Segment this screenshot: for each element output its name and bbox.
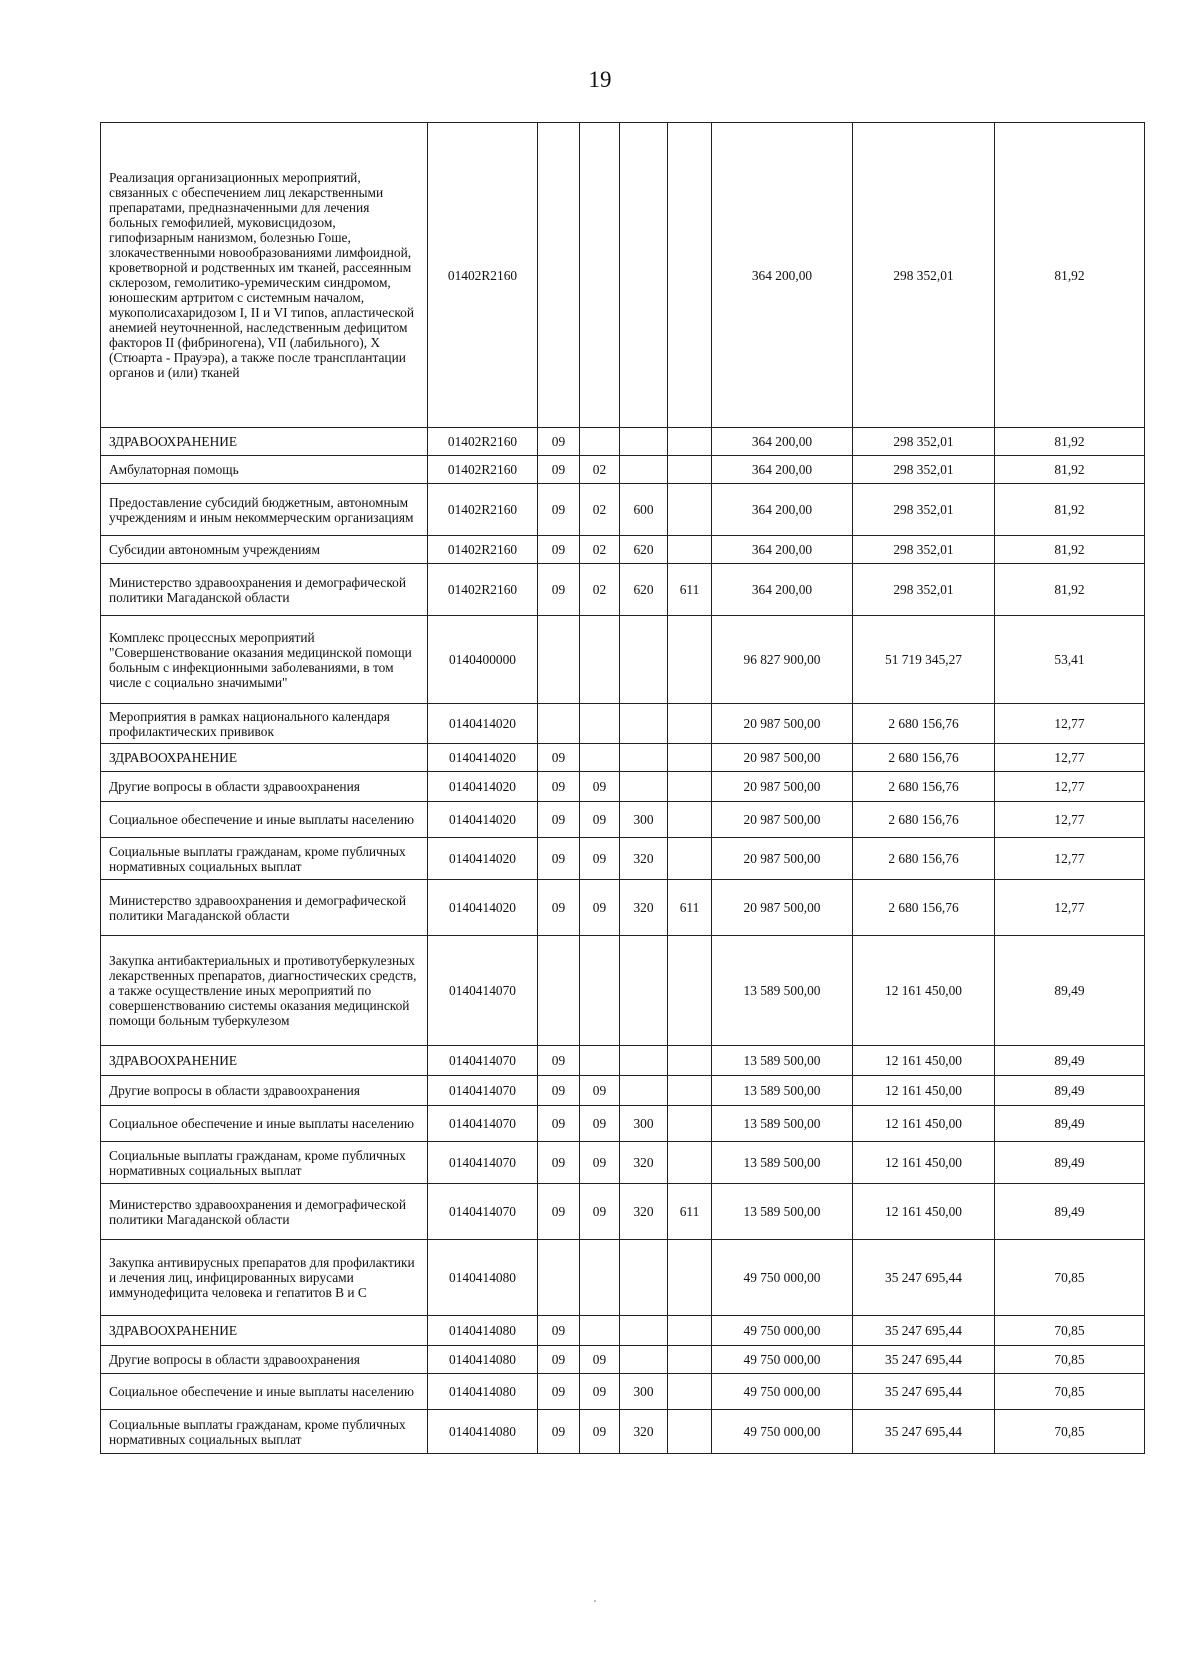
section-cell: 09 bbox=[538, 1410, 580, 1454]
row-name-cell: Министерство здравоохранения и демографической политики Магаданской области bbox=[101, 880, 428, 936]
subsection-cell: 09 bbox=[580, 772, 620, 802]
expense-type-cell bbox=[620, 744, 668, 772]
target-code-cell: 0140414020 bbox=[428, 802, 538, 838]
row-name-cell: ЗДРАВООХРАНЕНИЕ bbox=[101, 1316, 428, 1346]
executed-amount-cell: 12 161 450,00 bbox=[853, 1142, 995, 1184]
subsection-cell: 02 bbox=[580, 536, 620, 564]
administrator-cell bbox=[668, 772, 712, 802]
planned-amount-cell: 49 750 000,00 bbox=[712, 1240, 853, 1316]
table-row bbox=[101, 1046, 1145, 1076]
planned-amount-cell: 20 987 500,00 bbox=[712, 704, 853, 744]
subsection-cell bbox=[580, 704, 620, 744]
administrator-cell bbox=[668, 1346, 712, 1374]
expense-type-cell: 300 bbox=[620, 802, 668, 838]
executed-amount-cell: 2 680 156,76 bbox=[853, 880, 995, 936]
planned-amount-cell: 13 589 500,00 bbox=[712, 1142, 853, 1184]
section-cell: 09 bbox=[538, 1316, 580, 1346]
administrator-cell bbox=[668, 1240, 712, 1316]
planned-amount-cell: 364 200,00 bbox=[712, 536, 853, 564]
subsection-cell bbox=[580, 1240, 620, 1316]
table-row bbox=[101, 616, 1145, 704]
expense-type-cell: 320 bbox=[620, 880, 668, 936]
table-row bbox=[101, 704, 1145, 744]
table-row bbox=[101, 1184, 1145, 1240]
execution-percent-cell: 70,85 bbox=[995, 1410, 1145, 1454]
planned-amount-cell: 364 200,00 bbox=[712, 564, 853, 616]
section-cell bbox=[538, 1240, 580, 1316]
target-code-cell: 0140414080 bbox=[428, 1410, 538, 1454]
administrator-cell bbox=[668, 484, 712, 536]
planned-amount-cell: 364 200,00 bbox=[712, 484, 853, 536]
target-code-cell: 0140414020 bbox=[428, 744, 538, 772]
row-name-cell: ЗДРАВООХРАНЕНИЕ bbox=[101, 744, 428, 772]
planned-amount-cell: 13 589 500,00 bbox=[712, 936, 853, 1046]
target-code-cell: 0140414020 bbox=[428, 880, 538, 936]
row-name-cell: Другие вопросы в области здравоохранения bbox=[101, 1346, 428, 1374]
target-code-cell: 0140414070 bbox=[428, 1142, 538, 1184]
subsection-cell bbox=[580, 123, 620, 428]
target-code-cell: 01402R2160 bbox=[428, 456, 538, 484]
expense-type-cell bbox=[620, 1076, 668, 1106]
row-name-cell: Закупка антивирусных препаратов для профилактики и лечения лиц, инфицированных вирусами иммунодефицита человека и гепатитов В и С bbox=[101, 1240, 428, 1316]
execution-percent-cell: 81,92 bbox=[995, 484, 1145, 536]
execution-percent-cell: 89,49 bbox=[995, 1076, 1145, 1106]
executed-amount-cell: 12 161 450,00 bbox=[853, 1046, 995, 1076]
row-name-cell: Реализация организационных мероприятий, связанных с обеспечением лиц лекарственными препаратами, предназначенными для лечения больных гемофилией, муковисцидозом, гипофизарным нанизмом, болезнью Гоше, злокачественными новообразованиями лимфоидной, кроветворной и родственных им тканей, рассеянным склерозом, гемолитико-уремическим синдромом, юношеским артритом с системным началом, мукополисахаридозом I, II и VI типов, апластической анемией неуточненной, наследственным дефицитом факторов II (фибриногена), VII (лабильного), X (Стюарта - Прауэра), а также после трансплантации органов и (или) тканей bbox=[101, 123, 428, 428]
subsection-cell bbox=[580, 616, 620, 704]
executed-amount-cell: 12 161 450,00 bbox=[853, 1106, 995, 1142]
section-cell: 09 bbox=[538, 484, 580, 536]
section-cell: 09 bbox=[538, 536, 580, 564]
administrator-cell bbox=[668, 1076, 712, 1106]
administrator-cell bbox=[668, 1106, 712, 1142]
planned-amount-cell: 364 200,00 bbox=[712, 428, 853, 456]
target-code-cell: 01402R2160 bbox=[428, 123, 538, 428]
planned-amount-cell: 49 750 000,00 bbox=[712, 1346, 853, 1374]
subsection-cell: 02 bbox=[580, 564, 620, 616]
row-name-cell: ЗДРАВООХРАНЕНИЕ bbox=[101, 428, 428, 456]
subsection-cell bbox=[580, 428, 620, 456]
executed-amount-cell: 35 247 695,44 bbox=[853, 1346, 995, 1374]
execution-percent-cell: 70,85 bbox=[995, 1240, 1145, 1316]
executed-amount-cell: 298 352,01 bbox=[853, 536, 995, 564]
planned-amount-cell: 20 987 500,00 bbox=[712, 880, 853, 936]
table-row bbox=[101, 1240, 1145, 1316]
expense-type-cell: 320 bbox=[620, 1184, 668, 1240]
planned-amount-cell: 20 987 500,00 bbox=[712, 838, 853, 880]
section-cell: 09 bbox=[538, 744, 580, 772]
executed-amount-cell: 298 352,01 bbox=[853, 456, 995, 484]
row-name-cell: Закупка антибактериальных и противотуберкулезных лекарственных препаратов, диагностических средств, а также осуществление иных мероприятий по совершенствованию системы оказания медицинской помощи больным туберкулезом bbox=[101, 936, 428, 1046]
execution-percent-cell: 12,77 bbox=[995, 772, 1145, 802]
execution-percent-cell: 89,49 bbox=[995, 1142, 1145, 1184]
table-row bbox=[101, 802, 1145, 838]
expense-type-cell: 320 bbox=[620, 1410, 668, 1454]
administrator-cell: 611 bbox=[668, 880, 712, 936]
target-code-cell: 01402R2160 bbox=[428, 484, 538, 536]
executed-amount-cell: 35 247 695,44 bbox=[853, 1316, 995, 1346]
target-code-cell: 0140414020 bbox=[428, 704, 538, 744]
table-row bbox=[101, 456, 1145, 484]
planned-amount-cell: 20 987 500,00 bbox=[712, 744, 853, 772]
subsection-cell: 09 bbox=[580, 802, 620, 838]
execution-percent-cell: 89,49 bbox=[995, 936, 1145, 1046]
administrator-cell bbox=[668, 456, 712, 484]
row-name-cell: Комплекс процессных мероприятий "Совершенствование оказания медицинской помощи больным с инфекционными заболеваниями, в том числе с социально значимыми" bbox=[101, 616, 428, 704]
administrator-cell bbox=[668, 1142, 712, 1184]
expense-type-cell bbox=[620, 428, 668, 456]
expense-type-cell bbox=[620, 1346, 668, 1374]
section-cell: 09 bbox=[538, 1106, 580, 1142]
executed-amount-cell: 2 680 156,76 bbox=[853, 772, 995, 802]
subsection-cell: 09 bbox=[580, 1076, 620, 1106]
execution-percent-cell: 89,49 bbox=[995, 1046, 1145, 1076]
row-name-cell: Другие вопросы в области здравоохранения bbox=[101, 772, 428, 802]
subsection-cell: 09 bbox=[580, 838, 620, 880]
target-code-cell: 0140414080 bbox=[428, 1374, 538, 1410]
subsection-cell: 09 bbox=[580, 880, 620, 936]
executed-amount-cell: 35 247 695,44 bbox=[853, 1410, 995, 1454]
execution-percent-cell: 12,77 bbox=[995, 802, 1145, 838]
expense-type-cell: 620 bbox=[620, 536, 668, 564]
table-row bbox=[101, 1346, 1145, 1374]
target-code-cell: 0140414070 bbox=[428, 1046, 538, 1076]
target-code-cell: 01402R2160 bbox=[428, 564, 538, 616]
execution-percent-cell: 70,85 bbox=[995, 1346, 1145, 1374]
execution-percent-cell: 89,49 bbox=[995, 1106, 1145, 1142]
section-cell: 09 bbox=[538, 802, 580, 838]
executed-amount-cell: 298 352,01 bbox=[853, 123, 995, 428]
target-code-cell: 0140414080 bbox=[428, 1240, 538, 1316]
subsection-cell bbox=[580, 936, 620, 1046]
table-row bbox=[101, 936, 1145, 1046]
expense-type-cell bbox=[620, 456, 668, 484]
row-name-cell: Социальные выплаты гражданам, кроме публичных нормативных социальных выплат bbox=[101, 1142, 428, 1184]
subsection-cell bbox=[580, 744, 620, 772]
execution-percent-cell: 81,92 bbox=[995, 123, 1145, 428]
table-row bbox=[101, 1142, 1145, 1184]
expense-type-cell bbox=[620, 1240, 668, 1316]
administrator-cell bbox=[668, 838, 712, 880]
table-row bbox=[101, 123, 1145, 428]
executed-amount-cell: 35 247 695,44 bbox=[853, 1240, 995, 1316]
executed-amount-cell: 12 161 450,00 bbox=[853, 1184, 995, 1240]
table-row bbox=[101, 1410, 1145, 1454]
section-cell: 09 bbox=[538, 428, 580, 456]
executed-amount-cell: 2 680 156,76 bbox=[853, 704, 995, 744]
subsection-cell: 09 bbox=[580, 1184, 620, 1240]
execution-percent-cell: 12,77 bbox=[995, 838, 1145, 880]
execution-percent-cell: 81,92 bbox=[995, 456, 1145, 484]
execution-percent-cell: 81,92 bbox=[995, 564, 1145, 616]
planned-amount-cell: 49 750 000,00 bbox=[712, 1410, 853, 1454]
section-cell: 09 bbox=[538, 880, 580, 936]
target-code-cell: 0140400000 bbox=[428, 616, 538, 704]
row-name-cell: Мероприятия в рамках национального календаря профилактических прививок bbox=[101, 704, 428, 744]
executed-amount-cell: 51 719 345,27 bbox=[853, 616, 995, 704]
table-row bbox=[101, 1106, 1145, 1142]
expense-type-cell bbox=[620, 123, 668, 428]
execution-percent-cell: 53,41 bbox=[995, 616, 1145, 704]
expense-type-cell bbox=[620, 704, 668, 744]
row-name-cell: Социальное обеспечение и иные выплаты населению bbox=[101, 802, 428, 838]
execution-percent-cell: 81,92 bbox=[995, 536, 1145, 564]
executed-amount-cell: 2 680 156,76 bbox=[853, 744, 995, 772]
subsection-cell: 09 bbox=[580, 1410, 620, 1454]
planned-amount-cell: 364 200,00 bbox=[712, 123, 853, 428]
planned-amount-cell: 96 827 900,00 bbox=[712, 616, 853, 704]
section-cell bbox=[538, 123, 580, 428]
target-code-cell: 01402R2160 bbox=[428, 536, 538, 564]
subsection-cell: 09 bbox=[580, 1374, 620, 1410]
target-code-cell: 0140414070 bbox=[428, 936, 538, 1046]
table-row bbox=[101, 1374, 1145, 1410]
target-code-cell: 01402R2160 bbox=[428, 428, 538, 456]
expense-type-cell bbox=[620, 616, 668, 704]
administrator-cell bbox=[668, 744, 712, 772]
row-name-cell: Социальные выплаты гражданам, кроме публичных нормативных социальных выплат bbox=[101, 1410, 428, 1454]
executed-amount-cell: 12 161 450,00 bbox=[853, 1076, 995, 1106]
administrator-cell: 611 bbox=[668, 1184, 712, 1240]
administrator-cell bbox=[668, 536, 712, 564]
section-cell bbox=[538, 704, 580, 744]
target-code-cell: 0140414020 bbox=[428, 838, 538, 880]
administrator-cell bbox=[668, 802, 712, 838]
administrator-cell bbox=[668, 123, 712, 428]
section-cell: 09 bbox=[538, 1374, 580, 1410]
execution-percent-cell: 12,77 bbox=[995, 704, 1145, 744]
row-name-cell: Министерство здравоохранения и демографической политики Магаданской области bbox=[101, 1184, 428, 1240]
section-cell: 09 bbox=[538, 456, 580, 484]
section-cell bbox=[538, 936, 580, 1046]
executed-amount-cell: 2 680 156,76 bbox=[853, 838, 995, 880]
execution-percent-cell: 81,92 bbox=[995, 428, 1145, 456]
section-cell: 09 bbox=[538, 772, 580, 802]
administrator-cell bbox=[668, 1046, 712, 1076]
row-name-cell: Социальное обеспечение и иные выплаты населению bbox=[101, 1106, 428, 1142]
planned-amount-cell: 13 589 500,00 bbox=[712, 1076, 853, 1106]
administrator-cell bbox=[668, 704, 712, 744]
planned-amount-cell: 20 987 500,00 bbox=[712, 802, 853, 838]
planned-amount-cell: 49 750 000,00 bbox=[712, 1374, 853, 1410]
subsection-cell bbox=[580, 1316, 620, 1346]
section-cell: 09 bbox=[538, 564, 580, 616]
target-code-cell: 0140414080 bbox=[428, 1316, 538, 1346]
section-cell: 09 bbox=[538, 1346, 580, 1374]
section-cell: 09 bbox=[538, 838, 580, 880]
administrator-cell bbox=[668, 936, 712, 1046]
expense-type-cell: 600 bbox=[620, 484, 668, 536]
scan-artifact bbox=[594, 1600, 596, 1602]
section-cell: 09 bbox=[538, 1076, 580, 1106]
table-row bbox=[101, 428, 1145, 456]
planned-amount-cell: 20 987 500,00 bbox=[712, 772, 853, 802]
expense-type-cell: 300 bbox=[620, 1106, 668, 1142]
administrator-cell bbox=[668, 1316, 712, 1346]
subsection-cell: 02 bbox=[580, 456, 620, 484]
execution-percent-cell: 12,77 bbox=[995, 880, 1145, 936]
row-name-cell: Субсидии автономным учреждениям bbox=[101, 536, 428, 564]
target-code-cell: 0140414080 bbox=[428, 1346, 538, 1374]
expense-type-cell bbox=[620, 1046, 668, 1076]
target-code-cell: 0140414070 bbox=[428, 1184, 538, 1240]
execution-percent-cell: 70,85 bbox=[995, 1374, 1145, 1410]
table-row bbox=[101, 772, 1145, 802]
table-row bbox=[101, 744, 1145, 772]
expense-type-cell: 320 bbox=[620, 1142, 668, 1184]
section-cell: 09 bbox=[538, 1046, 580, 1076]
budget-execution-table bbox=[100, 122, 1145, 1454]
subsection-cell bbox=[580, 1046, 620, 1076]
row-name-cell: Министерство здравоохранения и демографической политики Магаданской области bbox=[101, 564, 428, 616]
section-cell bbox=[538, 616, 580, 704]
administrator-cell bbox=[668, 1410, 712, 1454]
administrator-cell bbox=[668, 1374, 712, 1410]
planned-amount-cell: 13 589 500,00 bbox=[712, 1106, 853, 1142]
row-name-cell: Амбулаторная помощь bbox=[101, 456, 428, 484]
executed-amount-cell: 298 352,01 bbox=[853, 564, 995, 616]
table-row bbox=[101, 880, 1145, 936]
subsection-cell: 09 bbox=[580, 1346, 620, 1374]
administrator-cell bbox=[668, 616, 712, 704]
expense-type-cell bbox=[620, 1316, 668, 1346]
row-name-cell: Социальные выплаты гражданам, кроме публичных нормативных социальных выплат bbox=[101, 838, 428, 880]
page-number: 19 bbox=[588, 67, 612, 92]
expense-type-cell bbox=[620, 936, 668, 1046]
executed-amount-cell: 298 352,01 bbox=[853, 484, 995, 536]
execution-percent-cell: 70,85 bbox=[995, 1316, 1145, 1346]
planned-amount-cell: 13 589 500,00 bbox=[712, 1184, 853, 1240]
expense-type-cell: 300 bbox=[620, 1374, 668, 1410]
section-cell: 09 bbox=[538, 1142, 580, 1184]
planned-amount-cell: 364 200,00 bbox=[712, 456, 853, 484]
expense-type-cell: 320 bbox=[620, 838, 668, 880]
target-code-cell: 0140414070 bbox=[428, 1076, 538, 1106]
table-body bbox=[101, 123, 1145, 1454]
executed-amount-cell: 2 680 156,76 bbox=[853, 802, 995, 838]
expense-type-cell bbox=[620, 772, 668, 802]
target-code-cell: 0140414070 bbox=[428, 1106, 538, 1142]
planned-amount-cell: 49 750 000,00 bbox=[712, 1316, 853, 1346]
administrator-cell: 611 bbox=[668, 564, 712, 616]
table-row bbox=[101, 838, 1145, 880]
executed-amount-cell: 298 352,01 bbox=[853, 428, 995, 456]
section-cell: 09 bbox=[538, 1184, 580, 1240]
subsection-cell: 02 bbox=[580, 484, 620, 536]
administrator-cell bbox=[668, 428, 712, 456]
execution-percent-cell: 12,77 bbox=[995, 744, 1145, 772]
table-row bbox=[101, 1076, 1145, 1106]
subsection-cell: 09 bbox=[580, 1106, 620, 1142]
executed-amount-cell: 35 247 695,44 bbox=[853, 1374, 995, 1410]
planned-amount-cell: 13 589 500,00 bbox=[712, 1046, 853, 1076]
subsection-cell: 09 bbox=[580, 1142, 620, 1184]
execution-percent-cell: 89,49 bbox=[995, 1184, 1145, 1240]
table-row bbox=[101, 484, 1145, 536]
table-row bbox=[101, 1316, 1145, 1346]
table-row bbox=[101, 536, 1145, 564]
row-name-cell: Другие вопросы в области здравоохранения bbox=[101, 1076, 428, 1106]
target-code-cell: 0140414020 bbox=[428, 772, 538, 802]
row-name-cell: ЗДРАВООХРАНЕНИЕ bbox=[101, 1046, 428, 1076]
row-name-cell: Социальное обеспечение и иные выплаты населению bbox=[101, 1374, 428, 1410]
expense-type-cell: 620 bbox=[620, 564, 668, 616]
table-row bbox=[101, 564, 1145, 616]
row-name-cell: Предоставление субсидий бюджетным, автономным учреждениям и иным некоммерческим организациям bbox=[101, 484, 428, 536]
executed-amount-cell: 12 161 450,00 bbox=[853, 936, 995, 1046]
